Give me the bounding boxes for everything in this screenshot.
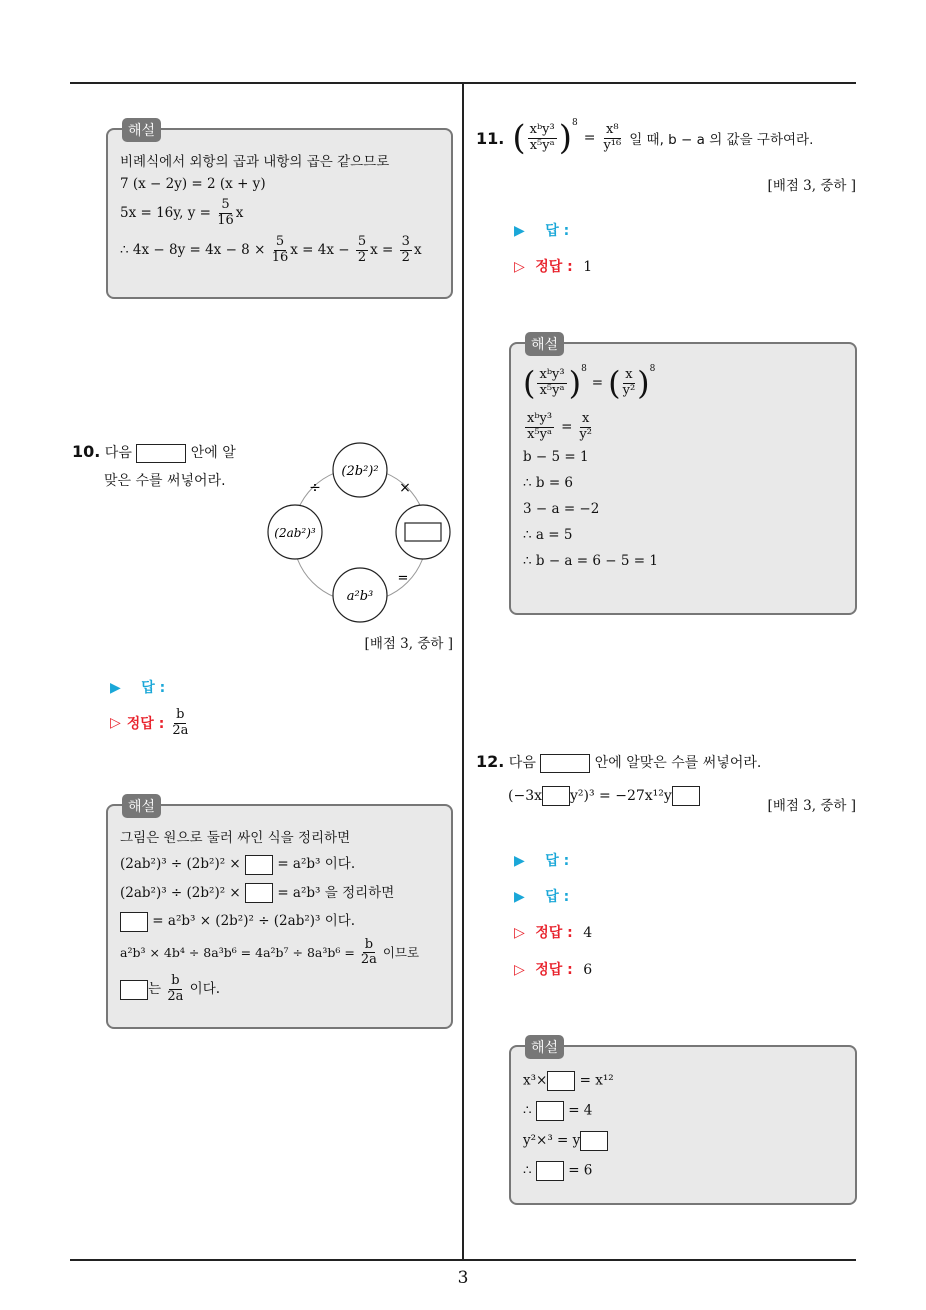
q12-sol-line4: ∴ = 6 xyxy=(523,1161,843,1181)
q12-eq-box1 xyxy=(542,786,570,806)
q11-sol-line3: b − 5 = 1 xyxy=(523,448,589,465)
q12-correct-row2 xyxy=(514,959,592,979)
solution-tag: 해설 xyxy=(525,1035,564,1059)
q10-sol-line5: a²b³ × 4b⁴ ÷ 8a³b⁶ = 4a²b⁷ ÷ 8a³b⁶ = $\frac{b}{2a}$ 이므로 xyxy=(120,936,420,968)
q11-sol-line6: ∴ a = 5 xyxy=(523,526,573,543)
q12-sol-line2: ∴ = 4 xyxy=(523,1101,843,1121)
answer-label: 답 : xyxy=(545,853,570,869)
q11-correct-row xyxy=(514,256,592,276)
bottom-rule xyxy=(70,1259,856,1261)
q10-sol-line1: 그림은 원으로 둘러 싸인 식을 정리하면 xyxy=(120,830,351,846)
q10-blank-box xyxy=(136,444,186,463)
q11-solution-box xyxy=(509,337,857,615)
page-number: 3 xyxy=(457,1268,469,1288)
q9-sol-line2: 7 (x − 2y) = 2 (x + y) xyxy=(120,176,266,192)
op-multiply: × xyxy=(399,480,411,496)
q11-sol-line5: 3 − a = −2 xyxy=(523,500,600,517)
q9-sol-line4: ∴ 4x − 8y = 4x − 8 × $\frac{5}{16}$ x = 4x − $\frac{5}{2}$ x = $\frac{3}{2}$ x xyxy=(120,233,422,265)
q12-answer-row2 xyxy=(514,886,569,906)
circle-top-label: (2b²)² xyxy=(341,464,379,479)
circle-bottom-label: a²b³ xyxy=(346,589,374,604)
q10-correct-row xyxy=(110,708,190,739)
q10-solution-box xyxy=(106,799,453,1029)
q10-correct-value: $\frac{b}{2a}$ xyxy=(172,707,189,738)
correct-label: 정답 : xyxy=(535,962,573,978)
q12-meta: [배점 3, 중하 ] xyxy=(767,798,856,814)
solution-tag: 해설 xyxy=(525,332,564,356)
q12-equation: (−3x y²)³ = −27x¹²y xyxy=(508,786,700,806)
q11-answer-row xyxy=(514,220,569,240)
answer-label: 답 : xyxy=(545,889,570,905)
answer-arrow-icon: ▶ xyxy=(514,223,525,239)
q12-solution-box xyxy=(509,1040,857,1205)
q12-number: 12. xyxy=(476,752,505,771)
q12-correct-value1: 4 xyxy=(583,925,593,941)
q10-sol-line3: (2ab²)³ ÷ (2b²)² × = a²b³ 을 정리하면 xyxy=(120,881,439,904)
q11-sol-line7: ∴ b − a = 6 − 5 = 1 xyxy=(523,552,658,569)
solution-tag: 해설 xyxy=(122,118,161,142)
answer-label: 답 : xyxy=(141,680,166,696)
correct-label: 정답 : xyxy=(126,716,165,733)
q9-sol-line1: 비례식에서 외항의 곱과 내항의 곱은 같으므로 xyxy=(120,154,390,170)
solution-tag: 해설 xyxy=(122,794,161,818)
correct-label: 정답 : xyxy=(535,259,573,275)
q9-solution-box xyxy=(106,123,453,299)
q11-sol-line2: $\frac{\text{xᵇy³}}{\text{x⁵yᵃ}}$ = $\frac{x}{\text{y²}}$ xyxy=(527,411,592,442)
q10-sol-line4: = a²b³ × (2b²)² ÷ (2ab²)³ 이다. xyxy=(120,909,439,932)
q12-blank-box xyxy=(540,754,590,773)
q10-number: 10. xyxy=(72,442,101,461)
q10-meta: [배점 3, 중하 ] xyxy=(364,636,453,652)
q11-sol-line1: ( $\frac{\text{xᵇy³}}{\text{x⁵yᵃ}}$ ) $^8$ = ( $\frac{x}{\text{y²}}$ ) $^8$ xyxy=(523,364,656,402)
correct-triangle-icon: ▷ xyxy=(514,962,525,978)
q10-circle-diagram xyxy=(265,440,465,630)
correct-triangle-icon: ▷ xyxy=(514,925,525,941)
q10-question: 10. 다음 안에 알 맞은 수를 써넣어라. xyxy=(72,442,236,489)
answer-label: 답 : xyxy=(545,223,570,239)
correct-triangle-icon: ▷ xyxy=(514,259,525,275)
q11-number: 11. xyxy=(476,128,505,148)
q12-eq-box2 xyxy=(672,786,700,806)
correct-triangle-icon: ▷ xyxy=(110,715,121,732)
column-divider xyxy=(462,83,464,1260)
op-equals: = xyxy=(397,571,409,586)
answer-arrow-icon: ▶ xyxy=(514,853,525,869)
q12-sol-line3: y²×³ = y xyxy=(523,1131,843,1151)
q10-answer-row xyxy=(110,677,165,697)
circle-left-label: (2ab²)³ xyxy=(274,526,316,540)
q11-correct-value: 1 xyxy=(583,259,593,275)
q10-sol-line2: (2ab²)³ ÷ (2b²)² × = a²b³ 이다. xyxy=(120,852,439,875)
correct-label: 정답 : xyxy=(535,925,573,941)
q11-question: 11. ( $\frac{\text{xᵇy³}}{\text{x⁵yᵃ}}$ ) $^8$ = $\frac{\text{x⁸}}{\text{y¹⁶}}$ 일 때, b − a 의 값을 구하여라. xyxy=(476,118,814,158)
op-divide: ÷ xyxy=(309,480,321,496)
circle-right-blank-box xyxy=(405,523,441,541)
q10-sol-line6: 는 $\frac{b}{2a}$ 이다. xyxy=(120,974,439,1005)
q12-correct-value2: 6 xyxy=(583,962,593,978)
q11-sol-line4: ∴ b = 6 xyxy=(523,474,574,491)
answer-arrow-icon: ▶ xyxy=(110,680,121,696)
q12-answer-row1 xyxy=(514,850,569,870)
q11-meta: [배점 3, 중하 ] xyxy=(767,178,856,194)
q12-question: 12. 다음 안에 알맞은 수를 써넣어라. xyxy=(476,752,762,771)
q12-sol-line1: x³× = x¹² xyxy=(523,1071,843,1091)
answer-arrow-icon: ▶ xyxy=(514,889,525,905)
q9-sol-line3: 5x = 16y, y = $\frac{5}{16}$ x xyxy=(120,197,244,228)
q12-correct-row1 xyxy=(514,922,592,942)
